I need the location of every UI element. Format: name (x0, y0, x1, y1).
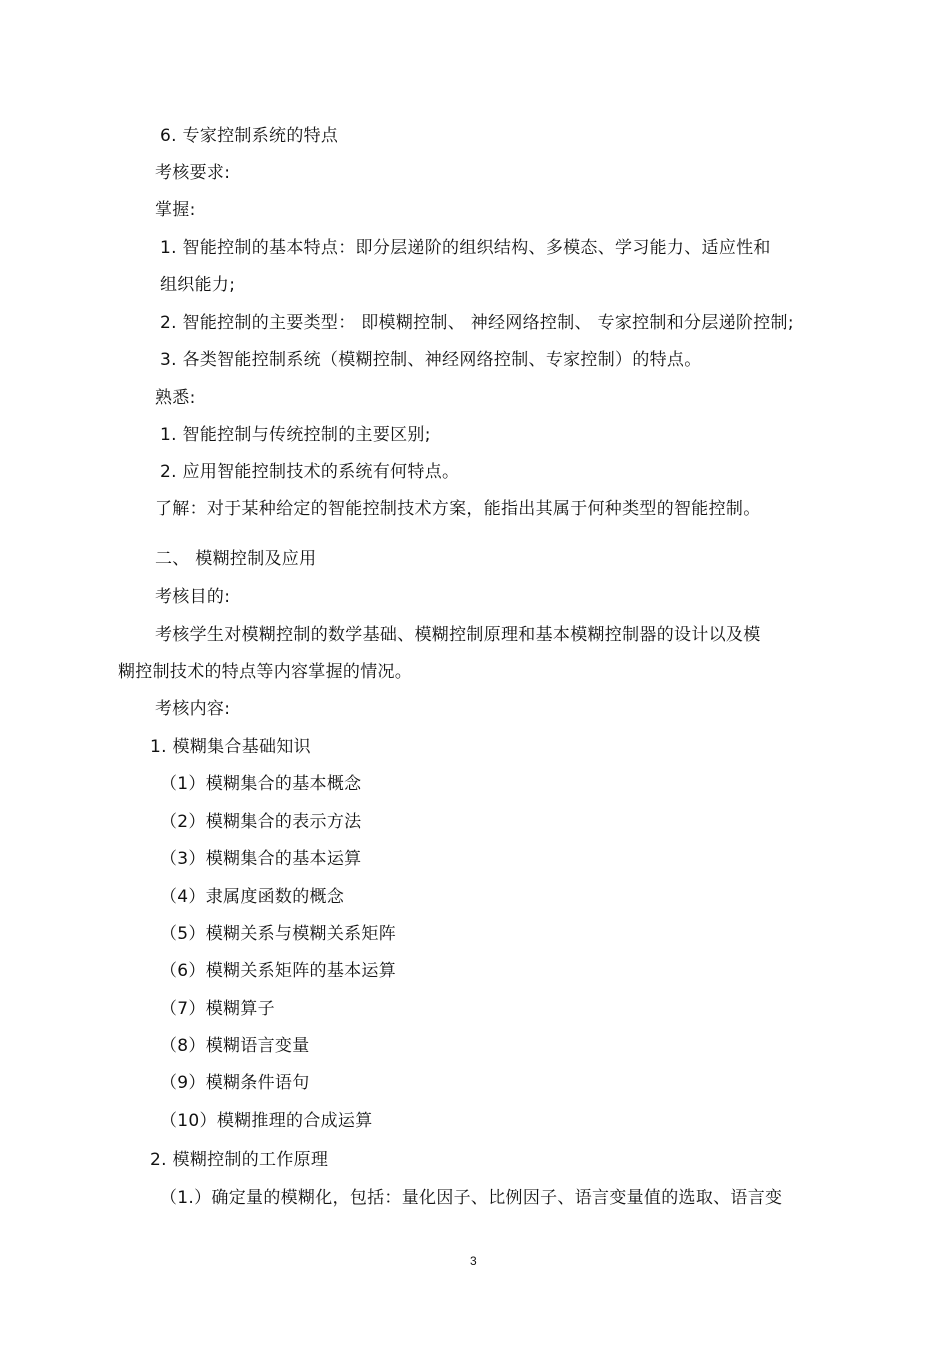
paragraph-purpose-continuation: 糊控制技术的特点等内容掌握的情况。 (118, 662, 413, 682)
label-familiar: 熟悉: (155, 388, 196, 408)
list-item: （5）模糊关系与模糊关系矩阵 (160, 924, 397, 944)
subheading-fuzzy-control-principle: 2. 模糊控制的工作原理 (150, 1150, 329, 1170)
list-item: 2. 智能控制的主要类型： 即模糊控制、 神经网络控制、 专家控制和分层递阶控制; (160, 313, 794, 333)
list-item: 1. 智能控制与传统控制的主要区别; (160, 425, 431, 445)
list-item: （1）模糊集合的基本概念 (160, 774, 362, 794)
label-master: 掌握: (155, 200, 196, 220)
list-item: （8）模糊语言变量 (160, 1036, 310, 1056)
subheading-fuzzy-set-basics: 1. 模糊集合基础知识 (150, 737, 311, 757)
label-assessment-content: 考核内容: (155, 699, 231, 719)
list-item: （4）隶属度函数的概念 (160, 887, 345, 907)
heading-expert-control-features: 6. 专家控制系统的特点 (160, 126, 339, 146)
list-item: （10）模糊推理的合成运算 (160, 1111, 373, 1131)
label-assessment-requirements: 考核要求: (155, 163, 231, 183)
list-item: （9）模糊条件语句 (160, 1073, 310, 1093)
list-item: （3）模糊集合的基本运算 (160, 849, 362, 869)
section-heading-fuzzy-control: 二、 模糊控制及应用 (155, 549, 317, 569)
list-item: 3. 各类智能控制系统（模糊控制、神经网络控制、专家控制）的特点。 (160, 350, 702, 370)
list-item: （2）模糊集合的表示方法 (160, 812, 362, 832)
paragraph-purpose: 考核学生对模糊控制的数学基础、模糊控制原理和基本模糊控制器的设计以及模 (155, 625, 761, 645)
list-item: （7）模糊算子 (160, 999, 275, 1019)
list-item: （6）模糊关系矩阵的基本运算 (160, 961, 397, 981)
paragraph-understand: 了解：对于某种给定的智能控制技术方案，能指出其属于何种类型的智能控制。 (155, 499, 761, 519)
list-item: 2. 应用智能控制技术的系统有何特点。 (160, 462, 460, 482)
list-item: （1.）确定量的模糊化，包括：量化因子、比例因子、语言变量值的选取、语言变 (160, 1188, 783, 1208)
label-assessment-purpose: 考核目的: (155, 587, 231, 607)
list-item: 1. 智能控制的基本特点：即分层递阶的组织结构、多模态、学习能力、适应性和 (160, 238, 771, 258)
page-number: 3 (470, 1254, 477, 1268)
list-item-continuation: 组织能力; (160, 275, 236, 295)
